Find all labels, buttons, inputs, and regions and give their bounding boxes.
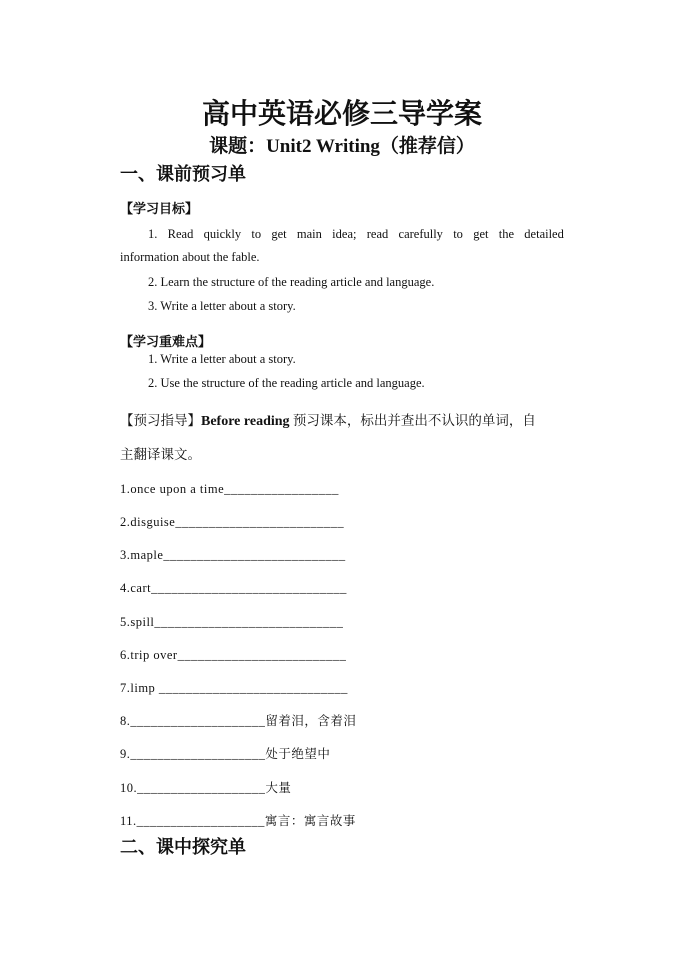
objective-word: get [271,227,287,241]
vocab-item: 10.___________________大量 [120,781,292,795]
lesson-subtitle: 课题：Unit2 Writing（推荐信） [209,136,475,157]
vocab-item: 6.trip over_________________________ [120,648,347,662]
guide-bold: Before reading [201,414,290,429]
vocab-item: 9.____________________处于绝望中 [120,747,331,761]
vocab-item: 1.once upon a time_________________ [120,482,339,496]
objective-item-1 [148,225,564,243]
objective-word: 1. [148,227,158,241]
objective-word: read [366,227,389,241]
vocab-item: 2.disguise_________________________ [120,515,345,529]
key-points-label: 【学习重难点】 [120,334,212,349]
vocab-item: 4.cart_____________________________ [120,581,347,595]
vocab-item: 3.maple___________________________ [120,548,346,562]
vocab-item: 11.___________________寓言：寓言故事 [120,814,356,828]
section-heading-in-class: 二、课中探究单 [120,837,246,857]
objective-word: main [296,227,322,241]
preview-guide [120,411,536,432]
objective-item-2: 2. Learn the structure of the reading article and language. [148,275,435,289]
objective-word: to [251,227,262,241]
objective-word: quickly [203,227,242,241]
preview-guide-cont: 主翻译课文。 [120,447,201,462]
objective-word: detailed [524,227,564,241]
vocab-item: 8.____________________留着泪，含着泪 [120,714,357,728]
vocab-item: 5.spill____________________________ [120,615,344,629]
guide-text: 预习课本，标出并查出不认识的单词，自 [289,413,536,428]
objective-word: to [453,227,463,241]
objectives-label: 【学习目标】 [120,201,199,216]
objective-word: Read [167,227,194,241]
section-heading-preview: 一、课前预习单 [120,164,246,184]
objective-word: idea; [332,227,357,241]
objective-word: the [498,227,515,241]
guide-label: 【预习指导】 [120,413,201,428]
objective-word: get [473,227,489,241]
key-point-item-1: 1. Write a letter about a story. [148,352,296,366]
objective-word: carefully [398,227,443,241]
document-title: 高中英语必修三导学案 [201,99,482,130]
objective-item-3: 3. Write a letter about a story. [148,299,296,313]
objective-item-1-cont: information about the fable. [120,250,260,264]
key-point-item-2: 2. Use the structure of the reading article and language. [148,376,425,390]
vocab-item: 7.limp ____________________________ [120,681,348,695]
